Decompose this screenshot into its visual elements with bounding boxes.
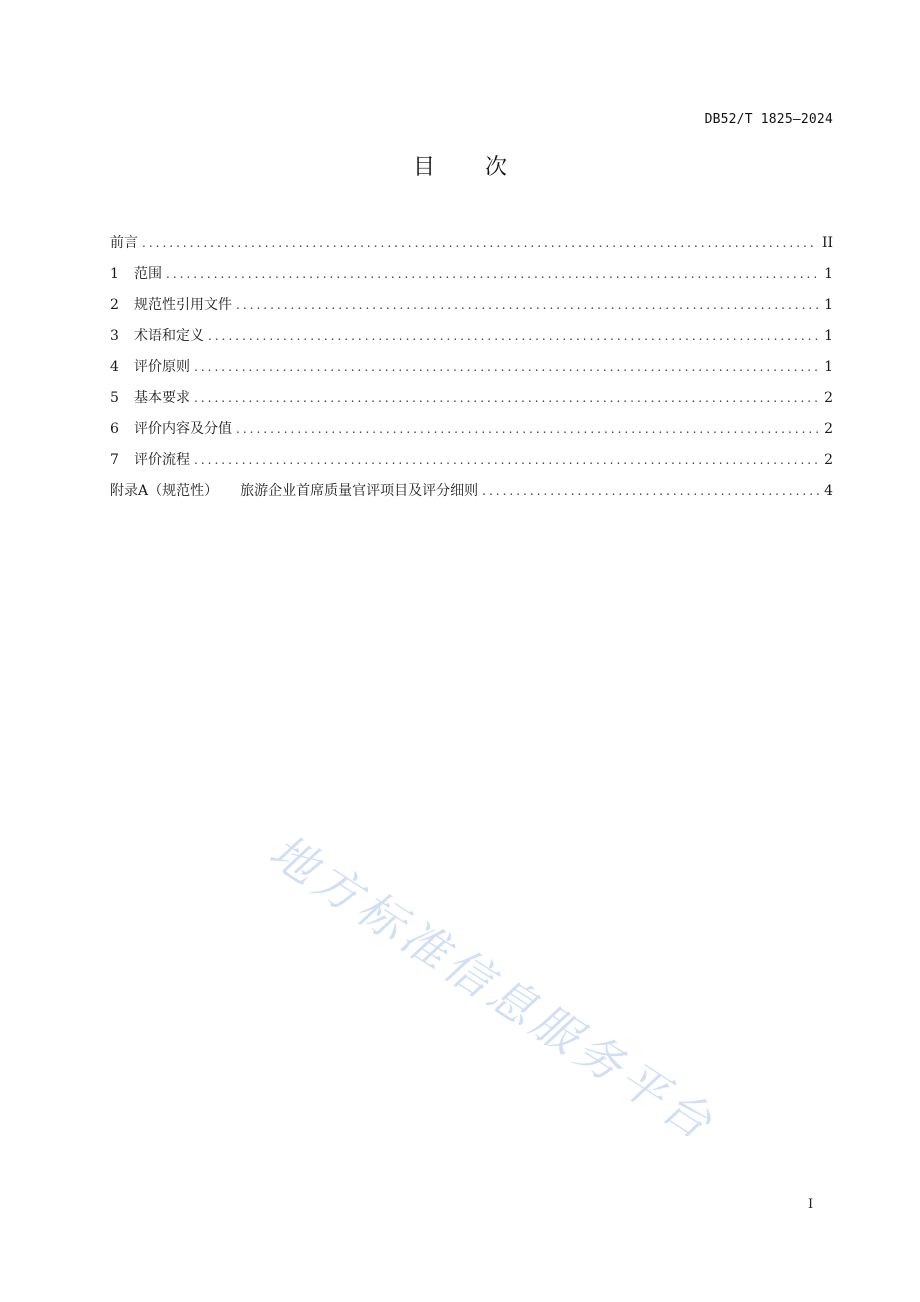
toc-leader-dots	[194, 387, 819, 410]
toc-entry-appendix-a[interactable]	[110, 480, 833, 511]
toc-entry-number: 1	[110, 266, 119, 282]
toc-entry-evaluation-principles[interactable]	[110, 356, 833, 387]
toc-entry-foreword[interactable]	[110, 232, 833, 263]
toc-entry-label	[110, 480, 478, 503]
toc-entry-number: 6	[110, 421, 119, 437]
toc-entry-label: 评价原则	[134, 359, 190, 375]
toc-entry-page: 1	[824, 266, 833, 282]
toc-entry-number: 3	[110, 328, 119, 344]
toc-entry-number: 7	[110, 452, 119, 468]
toc-entry-page: 2	[824, 452, 833, 468]
toc-leader-dots	[482, 480, 819, 503]
toc-leader-dots	[194, 356, 819, 379]
toc-leader-dots	[166, 263, 819, 286]
toc-entry-number: 4	[110, 359, 119, 375]
watermark: 地方标准信息服务平台	[260, 823, 726, 1153]
document-code: DB52/T 1825—2024	[704, 112, 833, 127]
toc-entry-label: 基本要求	[134, 390, 190, 406]
title-part-1: 目	[412, 155, 435, 180]
toc-entry-number: 5	[110, 390, 119, 406]
toc-entry-label: 前言	[110, 235, 138, 251]
toc-entry-normative-references[interactable]	[110, 294, 833, 325]
toc-leader-dots	[236, 294, 819, 317]
toc-leader-dots	[236, 418, 819, 441]
toc-entry-evaluation-process[interactable]	[110, 449, 833, 480]
appendix-prefix: 附录A（规范性）	[110, 483, 219, 499]
toc-entry-terms-definitions[interactable]	[110, 325, 833, 356]
toc-leader-dots	[142, 232, 818, 255]
title-part-2: 次	[485, 155, 508, 180]
toc-entry-page: II	[821, 235, 833, 251]
toc-entry-page: 2	[824, 390, 833, 406]
appendix-title: 旅游企业首席质量官评项目及评分细则	[240, 483, 479, 499]
toc-leader-dots	[194, 449, 819, 472]
toc-entry-number: 2	[110, 297, 119, 313]
toc-entry-basic-requirements[interactable]	[110, 387, 833, 418]
toc-leader-dots	[208, 325, 819, 348]
toc-entry-page: 1	[824, 359, 833, 375]
toc-entry-page: 4	[824, 483, 833, 499]
toc-entry-evaluation-content[interactable]	[110, 418, 833, 449]
toc-entry-scope[interactable]	[110, 263, 833, 294]
page-title	[0, 150, 920, 181]
toc-entry-page: 1	[824, 297, 833, 313]
toc-entry-label: 评价内容及分值	[134, 421, 232, 437]
toc-entry-label: 规范性引用文件	[134, 297, 232, 313]
toc-entry-label: 术语和定义	[134, 328, 204, 344]
toc-entry-label: 评价流程	[134, 452, 190, 468]
table-of-contents	[110, 232, 833, 511]
toc-entry-page: 2	[824, 421, 833, 437]
toc-entry-page: 1	[824, 328, 833, 344]
page-number: I	[808, 1197, 814, 1212]
toc-entry-label: 范围	[134, 266, 162, 282]
